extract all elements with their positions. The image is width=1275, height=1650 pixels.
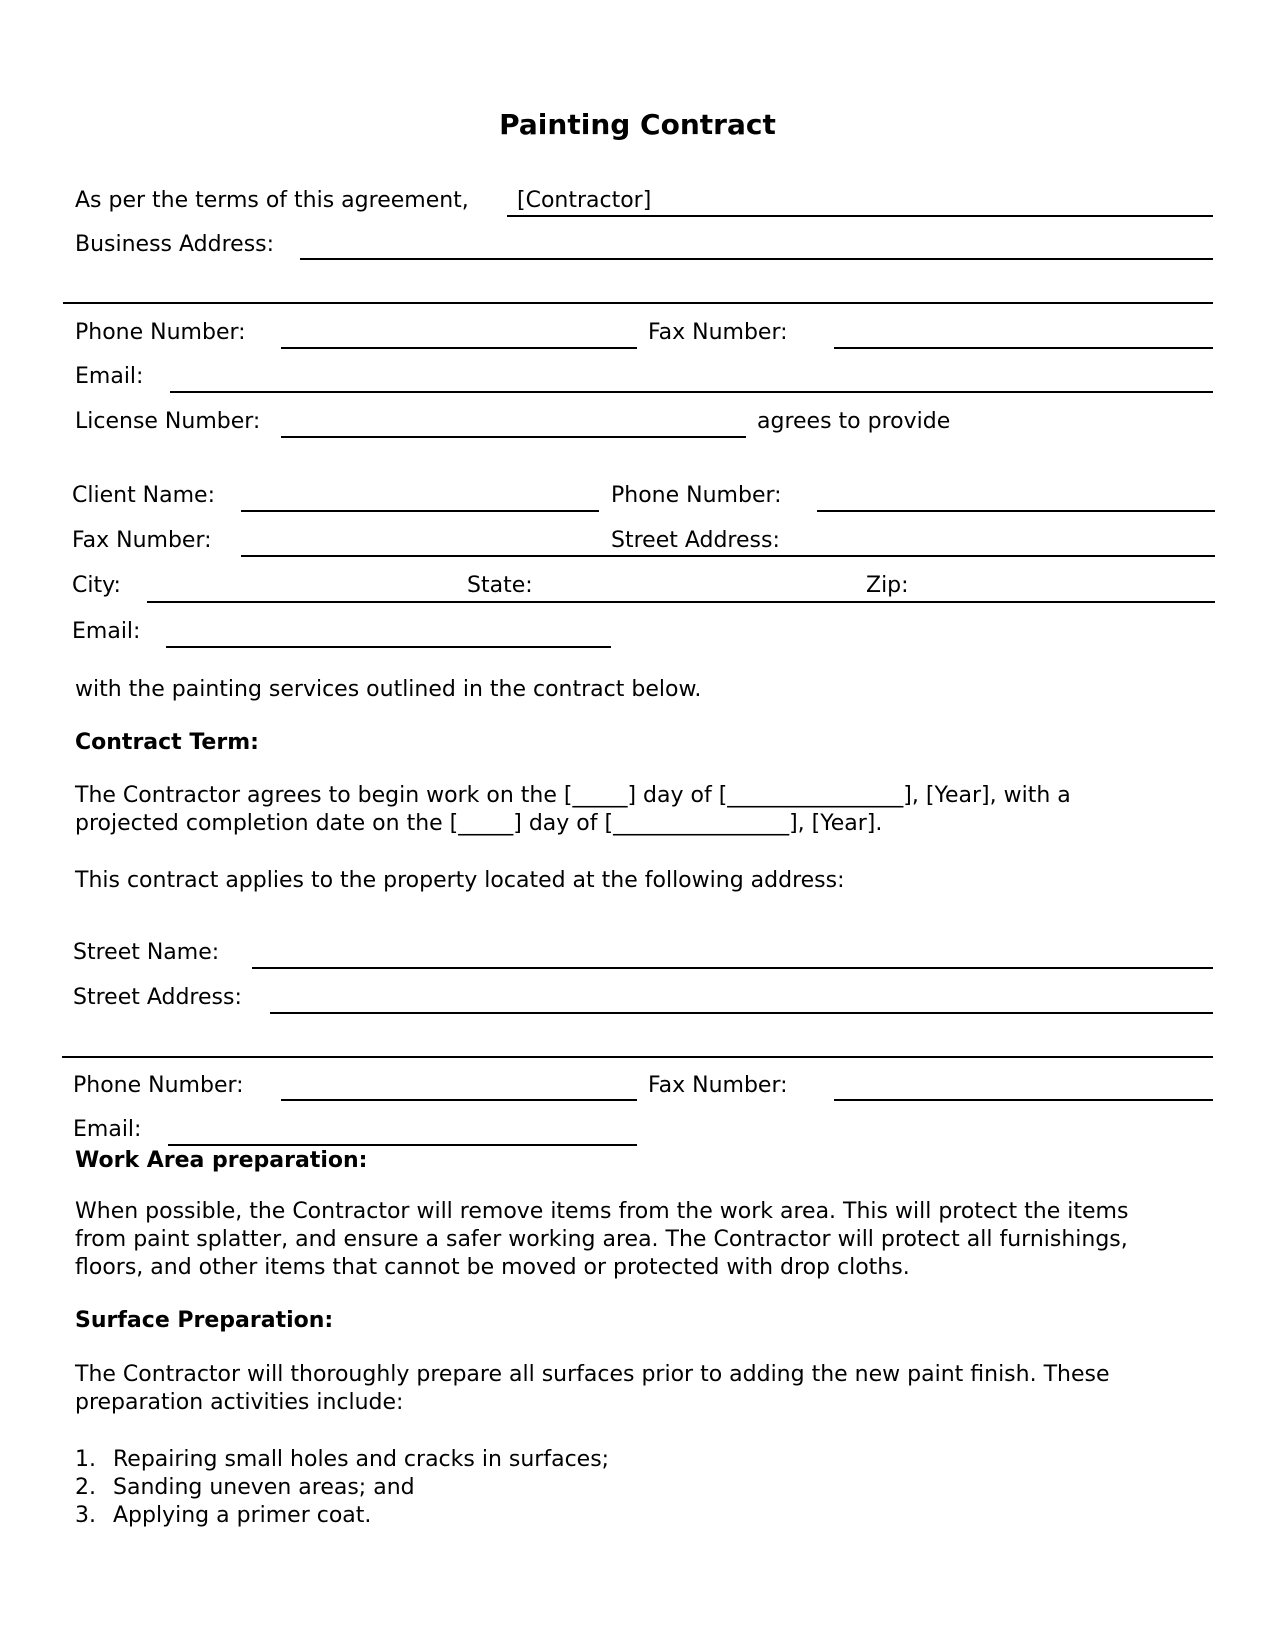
property-street-address-field[interactable] bbox=[270, 1012, 1213, 1014]
property-fax-label: Fax Number: bbox=[648, 1073, 788, 1098]
page-title: Painting Contract bbox=[499, 108, 776, 141]
property-email-label: Email: bbox=[73, 1117, 142, 1142]
services-text: with the painting services outlined in the contract below. bbox=[75, 677, 702, 702]
client-email-field[interactable] bbox=[166, 646, 611, 648]
contractor-email-field[interactable] bbox=[170, 391, 1213, 393]
work-area-line-2: from paint splatter, and ensure a safer working area. The Contractor will protect all furnishings, bbox=[75, 1227, 1128, 1252]
list-item bbox=[75, 1446, 1205, 1474]
work-area-text bbox=[75, 1198, 1205, 1282]
contract-term-line-1: The Contractor agrees to begin work on the [_____] day of [________________], [Year], with a bbox=[75, 783, 1071, 808]
contractor-fax-label: Fax Number: bbox=[648, 320, 788, 345]
property-fax-field[interactable] bbox=[834, 1099, 1213, 1101]
client-state-label: State: bbox=[467, 573, 533, 598]
property-phone-label: Phone Number: bbox=[73, 1073, 244, 1098]
client-fax-street-field[interactable] bbox=[241, 555, 1215, 557]
surface-prep-list bbox=[75, 1446, 1205, 1530]
street-name-field[interactable] bbox=[252, 967, 1213, 969]
client-street-address-label: Street Address: bbox=[611, 528, 780, 553]
license-field[interactable] bbox=[281, 436, 746, 438]
intro-label: As per the terms of this agreement, bbox=[75, 188, 469, 213]
client-name-label: Client Name: bbox=[72, 483, 215, 508]
contract-term-line-2: projected completion date on the [_____] day of [________________], [Year]. bbox=[75, 811, 883, 836]
property-email-field[interactable] bbox=[168, 1144, 637, 1146]
contractor-phone-label: Phone Number: bbox=[75, 320, 246, 345]
business-address-field-line2[interactable] bbox=[63, 302, 1213, 304]
property-text: This contract applies to the property located at the following address: bbox=[75, 868, 845, 893]
license-label: License Number: bbox=[75, 409, 261, 434]
property-street-address-label: Street Address: bbox=[73, 985, 242, 1010]
surface-prep-line-2: preparation activities include: bbox=[75, 1390, 404, 1415]
client-city-label: City: bbox=[72, 573, 121, 598]
work-area-line-1: When possible, the Contractor will remove items from the work area. This will protect the items bbox=[75, 1199, 1129, 1224]
work-area-heading: Work Area preparation: bbox=[75, 1148, 368, 1173]
list-item-number: 1. bbox=[75, 1447, 96, 1472]
client-phone-field[interactable] bbox=[817, 510, 1215, 512]
contractor-field[interactable] bbox=[507, 215, 1213, 217]
contractor-phone-field[interactable] bbox=[281, 347, 637, 349]
contractor-value[interactable]: [Contractor] bbox=[517, 188, 652, 213]
list-item-number: 3. bbox=[75, 1503, 96, 1528]
business-address-label: Business Address: bbox=[75, 232, 275, 257]
client-zip-label: Zip: bbox=[866, 573, 909, 598]
property-street-address-field-line2[interactable] bbox=[62, 1056, 1213, 1058]
client-city-state-zip-field[interactable] bbox=[147, 601, 1215, 603]
agrees-text: agrees to provide bbox=[757, 409, 951, 434]
contract-term-heading: Contract Term: bbox=[75, 730, 259, 755]
client-phone-label: Phone Number: bbox=[611, 483, 782, 508]
contractor-email-label: Email: bbox=[75, 364, 144, 389]
client-fax-label: Fax Number: bbox=[72, 528, 212, 553]
property-phone-field[interactable] bbox=[281, 1099, 637, 1101]
list-item-text: Repairing small holes and cracks in surfaces; bbox=[113, 1447, 610, 1472]
surface-prep-heading: Surface Preparation: bbox=[75, 1308, 334, 1333]
list-item-text: Applying a primer coat. bbox=[113, 1503, 372, 1528]
surface-prep-text bbox=[75, 1361, 1205, 1417]
client-name-field[interactable] bbox=[241, 510, 599, 512]
list-item bbox=[75, 1502, 1205, 1530]
business-address-field[interactable] bbox=[300, 258, 1213, 260]
list-item-number: 2. bbox=[75, 1475, 96, 1500]
street-name-label: Street Name: bbox=[73, 940, 220, 965]
surface-prep-line-1: The Contractor will thoroughly prepare all surfaces prior to adding the new paint finish. These bbox=[75, 1362, 1110, 1387]
list-item-text: Sanding uneven areas; and bbox=[113, 1475, 415, 1500]
work-area-line-3: floors, and other items that cannot be moved or protected with drop cloths. bbox=[75, 1255, 910, 1280]
client-email-label: Email: bbox=[72, 619, 141, 644]
contractor-fax-field[interactable] bbox=[834, 347, 1213, 349]
contract-term-text bbox=[75, 782, 1205, 838]
list-item bbox=[75, 1474, 1205, 1502]
